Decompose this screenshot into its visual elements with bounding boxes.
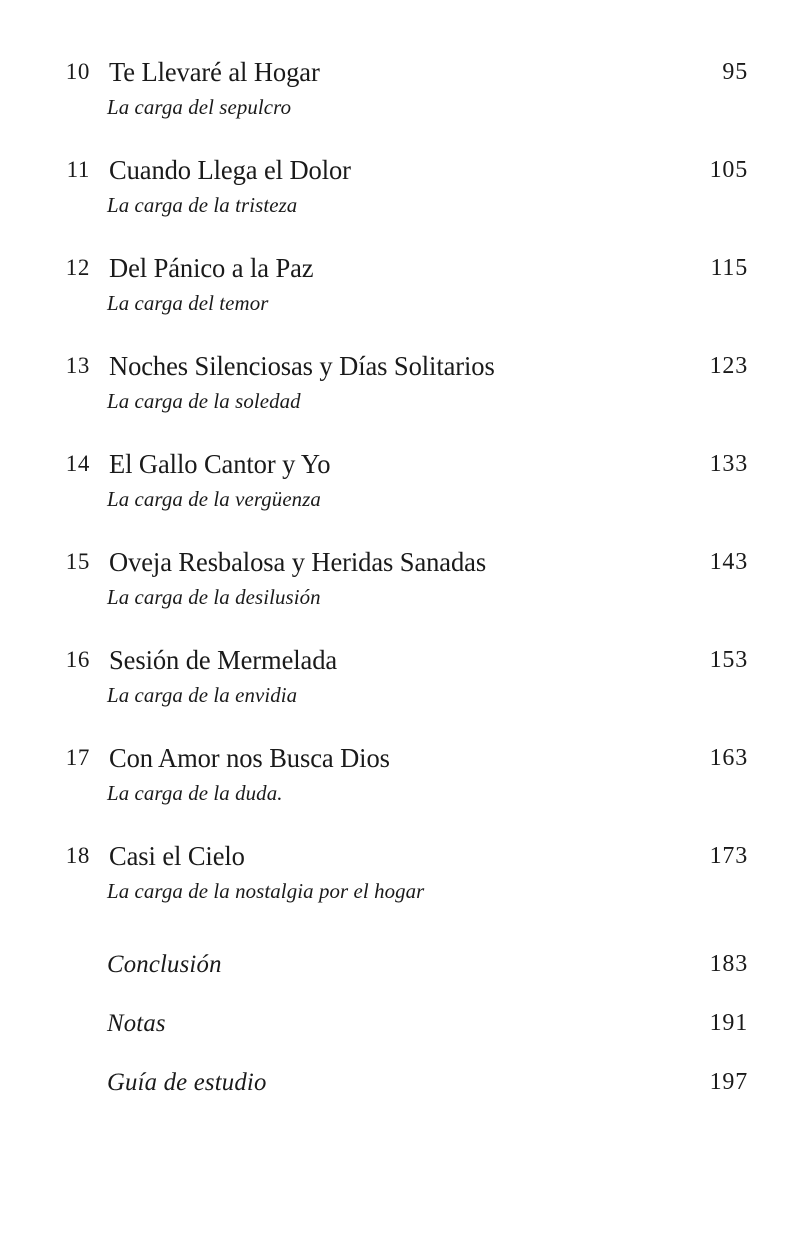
back-matter-entry[interactable]	[0, 1001, 800, 1060]
chapter-title[interactable]: El Gallo Cantor y Yo	[109, 448, 331, 479]
chapter-page-number: 133	[709, 451, 748, 477]
back-matter-entry[interactable]	[0, 942, 800, 1001]
chapter-number: 14	[65, 451, 90, 476]
toc-entry-main-line	[0, 248, 800, 288]
chapter-page-number: 95	[722, 59, 748, 85]
toc-entry-main-line	[0, 444, 800, 484]
back-matter-title[interactable]: Guía de estudio	[107, 1067, 267, 1096]
chapter-title[interactable]: Te Llevaré al Hogar	[109, 56, 320, 87]
chapter-page-number: 163	[709, 745, 748, 771]
chapter-subtitle: La carga de la duda.	[107, 781, 283, 805]
back-matter-page-number: 183	[709, 951, 748, 977]
toc-entry[interactable]	[0, 248, 800, 346]
table-of-contents-list	[0, 52, 800, 934]
toc-entry[interactable]	[0, 52, 800, 150]
chapter-subtitle: La carga de la soledad	[107, 389, 301, 413]
toc-entry[interactable]	[0, 738, 800, 836]
chapter-page-number: 143	[709, 549, 748, 575]
toc-entry-main-line	[0, 542, 800, 582]
toc-entry-main-line	[0, 836, 800, 876]
chapter-subtitle: La carga de la vergüenza	[107, 487, 321, 511]
chapter-subtitle: La carga de la nostalgia por el hogar	[107, 879, 425, 903]
toc-entry[interactable]	[0, 836, 800, 934]
chapter-title[interactable]: Casi el Cielo	[109, 840, 245, 871]
chapter-number: 18	[65, 843, 90, 868]
back-matter-title[interactable]: Conclusión	[107, 949, 222, 978]
chapter-number: 17	[65, 745, 90, 770]
chapter-subtitle: La carga de la tristeza	[107, 193, 298, 217]
toc-entry[interactable]	[0, 640, 800, 738]
chapter-title[interactable]: Oveja Resbalosa y Heridas Sanadas	[109, 546, 487, 577]
chapter-title[interactable]: Del Pánico a la Paz	[109, 252, 314, 283]
chapter-title[interactable]: Con Amor nos Busca Dios	[109, 742, 390, 773]
back-matter-list	[0, 942, 800, 1119]
toc-entry-main-line	[0, 738, 800, 778]
toc-entry[interactable]	[0, 542, 800, 640]
back-matter-page-number: 191	[709, 1010, 748, 1036]
back-matter-page-number: 197	[709, 1069, 748, 1095]
chapter-number: 13	[65, 353, 90, 378]
chapter-subtitle: La carga del temor	[107, 291, 269, 315]
chapter-number: 15	[65, 549, 90, 574]
chapter-title[interactable]: Noches Silenciosas y Días Solitarios	[109, 350, 495, 381]
chapter-subtitle: La carga del sepulcro	[107, 95, 292, 119]
chapter-page-number: 123	[709, 353, 748, 379]
toc-entry[interactable]	[0, 444, 800, 542]
chapter-number: 16	[65, 647, 90, 672]
chapter-title[interactable]: Cuando Llega el Dolor	[109, 154, 351, 185]
toc-entry-main-line	[0, 52, 800, 92]
toc-entry-main-line	[0, 640, 800, 680]
chapter-subtitle: La carga de la envidia	[107, 683, 298, 707]
chapter-number: 12	[65, 255, 90, 280]
back-matter-title[interactable]: Notas	[107, 1008, 166, 1037]
toc-entry[interactable]	[0, 346, 800, 444]
chapter-number: 10	[65, 59, 90, 84]
chapter-page-number: 173	[709, 843, 748, 869]
chapter-title[interactable]: Sesión de Mermelada	[109, 644, 338, 675]
chapter-page-number: 115	[710, 255, 748, 281]
toc-entry-main-line	[0, 346, 800, 386]
chapter-number: 11	[66, 157, 90, 182]
chapter-page-number: 105	[709, 157, 748, 183]
chapter-page-number: 153	[709, 647, 748, 673]
chapter-subtitle: La carga de la desilusión	[107, 585, 321, 609]
toc-entry[interactable]	[0, 150, 800, 248]
toc-entry-main-line	[0, 150, 800, 190]
back-matter-entry[interactable]	[0, 1060, 800, 1119]
